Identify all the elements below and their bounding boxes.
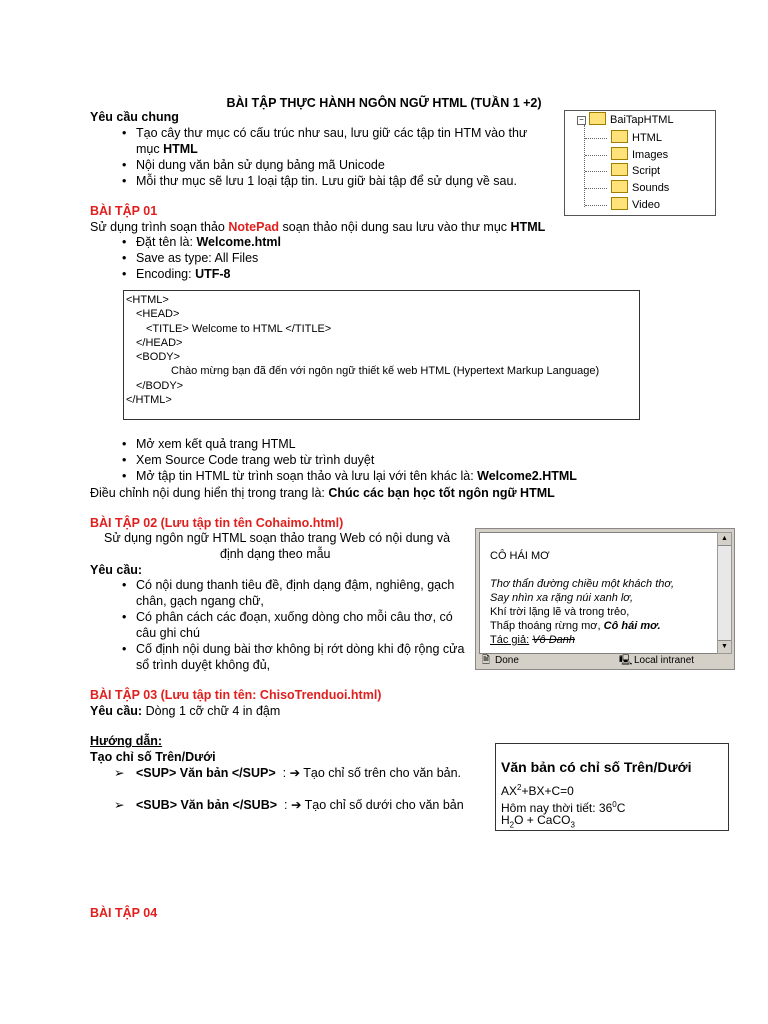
code-line: </HTML> [126, 394, 172, 407]
sample-title: Văn bản có chỉ số Trên/Dưới [501, 759, 692, 775]
list-item: • Save as type: All Files [114, 250, 534, 266]
list-item: • Mở xem kết quả trang HTML [114, 436, 634, 452]
code-line: <HEAD> [136, 308, 180, 321]
list-item: • Đặt tên là: Welcome.html [114, 234, 534, 250]
arrow-right-icon: ➔ [290, 798, 302, 812]
poem-line: Thơ thẩn đường chiều một khách thơ, [490, 578, 675, 590]
ie-page-icon: 🗎 [482, 655, 491, 666]
ex4-heading: BÀI TẬP 04 [90, 906, 158, 920]
ex1-adjust: Điều chỉnh nội dung hiển thị trong trang là: Chúc các bạn học tốt ngôn ngữ HTML [90, 486, 555, 500]
sample-line: $AX^2+BX+C=0$ [501, 783, 574, 798]
poem-title: CÔ HÁI MƠ [490, 550, 550, 562]
ex1-after-list [114, 436, 634, 484]
code-line: <HTML> [126, 294, 169, 306]
sample-line: Hôm nay thời tiết: $36^0C$ [501, 800, 626, 815]
folder-item[interactable]: Video [611, 197, 660, 214]
folder-item[interactable]: Script [611, 163, 660, 180]
poem-line: Khí trời lặng lẽ và trong trẻo, [490, 606, 630, 618]
general-heading: Yêu cầu chung [90, 110, 179, 124]
arrow-right-icon: ➔ [289, 766, 301, 780]
browser-scrollbar[interactable] [717, 532, 732, 654]
folder-root[interactable]: BaiTapHTML [589, 112, 674, 129]
folder-icon [589, 112, 606, 125]
code-box [123, 290, 640, 420]
poem-author: Tác giả: Vô Danh [490, 634, 576, 646]
list-item: • Cố định nội dung bài thơ không bị rớt dòng khi độ rộng cửa sổ trình duyệt không đủ, [114, 641, 469, 673]
code-line: <BODY> [136, 351, 181, 364]
ex1-list [114, 234, 534, 282]
list-item: • Mỗi thư mục sẽ lưu 1 loại tập tin. Lưu giữ bài tập để sử dụng về sau. [114, 173, 544, 189]
sup-sub-sample [495, 743, 729, 831]
list-item: • Có phân cách các đoạn, xuống dòng cho mỗi câu thơ, có câu ghi chú [114, 609, 469, 641]
status-done: Done [495, 655, 519, 666]
folder-icon [611, 197, 628, 210]
intranet-icon: 🖳 [619, 655, 633, 666]
ex3-sup-item: ➢ <SUP> Văn bản </SUP> : ➔ Tạo chỉ số trên cho văn bản. [114, 766, 462, 780]
ex2-list [114, 577, 469, 673]
poem-line: Say nhìn xa rặng núi xanh lơ, [490, 592, 634, 604]
list-item: • Tạo cây thư mục có cấu trúc như sau, lưu giữ các tập tin HTM vào thư mục HTML [114, 125, 544, 157]
ex2-heading: BÀI TẬP 02 (Lưu tập tin tên Cohaimo.html) [90, 516, 344, 530]
ex2-req-label: Yêu cầu: [90, 563, 143, 577]
ex3-heading: BÀI TẬP 03 (Lưu tập tin tên: ChisoTrenduoi.html) [90, 688, 382, 702]
list-item: • Có nội dung thanh tiêu đề, định dạng đậm, nghiêng, gạch chân, gạch ngang chữ, [114, 577, 469, 609]
list-item: • Encoding: UTF-8 [114, 266, 534, 282]
ex2-intro: Sử dụng ngôn ngữ HTML soạn thảo trang Web có nội dung và [104, 531, 451, 545]
ex3-guide: Hướng dẫn: [90, 734, 163, 748]
browser-window [475, 528, 735, 670]
code-line: </HEAD> [136, 336, 183, 349]
ex1-intro: Sử dụng trình soạn thảo NotePad soạn thảo nội dung sau lưu vào thư mục HTML [90, 220, 546, 234]
list-item: • Xem Source Code trang web từ trình duyệt [114, 452, 634, 468]
poem-line: Thấp thoáng rừng mơ, Cô hái mơ. [490, 620, 661, 632]
code-line: Chào mừng bạn đã đến với ngôn ngữ thiết kế web HTML (Hypertext Markup Language) [171, 365, 600, 378]
ex2-intro-2: định dạng theo mẫu [220, 547, 331, 561]
browser-viewport [479, 532, 719, 654]
code-line: </BODY> [136, 379, 184, 392]
folder-tree [564, 110, 716, 216]
scroll-down-icon[interactable]: ▼ [718, 640, 731, 653]
ex3-guide-sub: Tạo chỉ số Trên/Dưới [90, 750, 216, 764]
arrow-bullet-icon: ➢ [114, 766, 125, 780]
general-list [114, 125, 544, 189]
status-zone: Local intranet [634, 655, 695, 666]
folder-icon [611, 163, 628, 176]
folder-icon [611, 147, 628, 160]
sample-line: $H_2O$ + CaCO$_3$ [501, 813, 575, 830]
ex3-sub-item: ➢ <SUB> Văn bản </SUB> : ➔ Tạo chỉ số dưới cho văn bản [114, 798, 464, 812]
page-title: BÀI TẬP THỰC HÀNH NGÔN NGỮ HTML (TUẦN 1 +2) [226, 96, 542, 110]
folder-item[interactable]: HTML [611, 130, 662, 147]
ex3-req: Yêu cầu: Dòng 1 cỡ chữ 4 in đậm [90, 704, 281, 718]
list-item: • Nội dung văn bản sử dụng bảng mã Unicode [114, 157, 544, 173]
collapse-icon[interactable]: − [577, 116, 586, 125]
folder-icon [611, 180, 628, 193]
list-item: • Mở tập tin HTML từ trình soạn thảo và lưu lại với tên khác là: Welcome2.HTML [114, 468, 634, 484]
ex1-heading: BÀI TẬP 01 [90, 204, 158, 218]
scroll-up-icon[interactable]: ▲ [718, 533, 731, 546]
folder-item[interactable]: Images [611, 147, 668, 164]
browser-status-bar [479, 654, 731, 667]
folder-item[interactable]: Sounds [611, 180, 669, 197]
arrow-bullet-icon: ➢ [114, 798, 125, 812]
folder-icon [611, 130, 628, 143]
code-line: <TITLE> Welcome to HTML </TITLE> [146, 322, 332, 335]
